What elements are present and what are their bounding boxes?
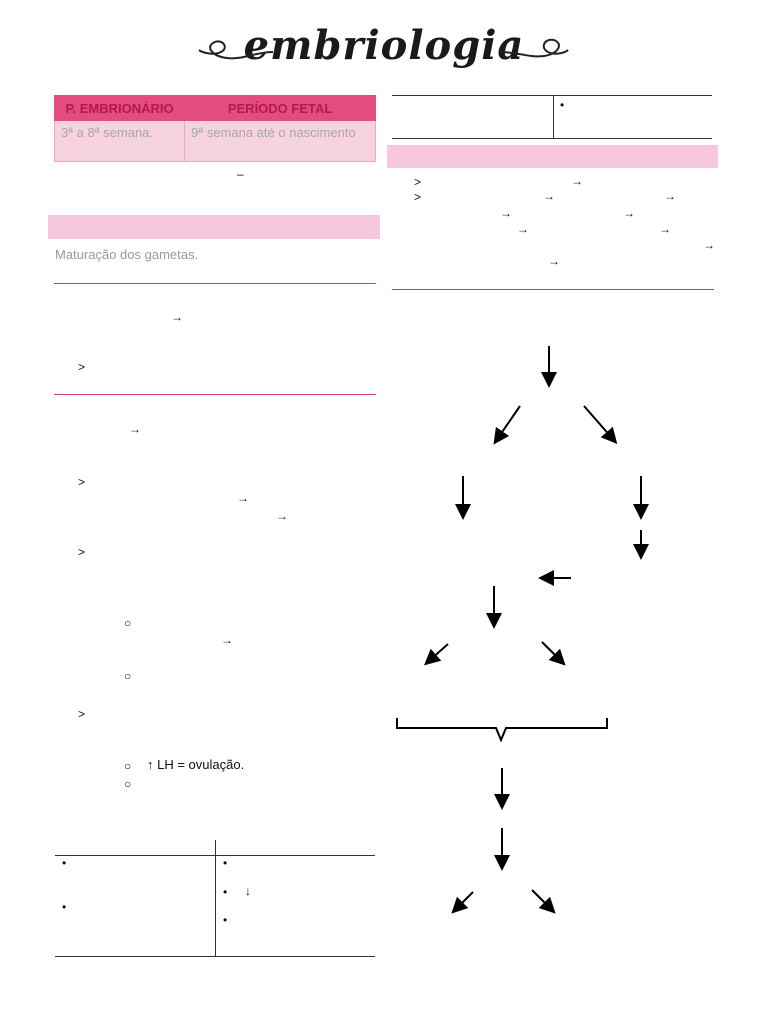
right-table-bottom-line	[392, 138, 712, 139]
bullet-icon: •	[560, 98, 565, 112]
down-arrow-icon: ↓	[245, 884, 251, 898]
section-header-bar	[48, 215, 380, 239]
chevron-icon: >	[78, 545, 86, 559]
chevron-icon: >	[414, 190, 422, 204]
arrow-right-icon: →	[659, 222, 671, 236]
arrow-right-icon: →	[623, 206, 635, 220]
bullet-icon: •	[62, 856, 67, 870]
chevron-icon: >	[78, 707, 86, 721]
arrow-right-icon: →	[543, 189, 555, 203]
fetal-cell: 9ª semana até o nascimento	[185, 121, 376, 162]
arrow-right-icon: →	[221, 633, 233, 647]
bullet-icon: •	[223, 885, 228, 899]
arrow-right-icon: →	[517, 222, 529, 236]
arrow-right-icon: →	[276, 509, 288, 523]
arrow-right-icon: →	[171, 310, 183, 324]
arrow-right-icon: →	[571, 174, 583, 188]
circle-bullet-icon: ○	[124, 616, 132, 630]
right-swirl-ornament	[498, 30, 570, 70]
circle-bullet-icon: ○	[124, 777, 132, 791]
bullet-icon: •	[62, 900, 67, 914]
left-swirl-ornament	[195, 30, 275, 70]
right-table-divider	[553, 95, 554, 138]
page-title: embriologia	[243, 22, 525, 69]
arrow-right-icon: →	[500, 206, 512, 220]
bullet-icon: •	[223, 913, 228, 927]
header-fetal: PERÍODO FETAL	[185, 96, 376, 121]
right-divider	[392, 289, 714, 290]
arrow-right-icon: →	[703, 238, 715, 252]
circle-bullet-icon: ○	[124, 669, 132, 683]
right-table-top-line	[392, 95, 712, 96]
header-embryonic: P. EMBRIONÁRIO	[55, 96, 185, 121]
table-column-divider	[215, 840, 216, 956]
arrow-right-icon: →	[664, 189, 676, 203]
chevron-icon: >	[414, 175, 422, 189]
arrow-right-icon: →	[129, 422, 141, 436]
dash-mark: –	[237, 167, 244, 181]
gametogenesis-text: Maturação dos gametas.	[55, 247, 199, 262]
ovulation-text: ↑ LH = ovulação.	[147, 757, 245, 772]
flowchart-arrows	[388, 330, 718, 930]
right-section-header-bar	[387, 145, 718, 168]
table-bottom-line	[55, 956, 375, 957]
arrow-right-icon: →	[237, 491, 249, 505]
chevron-icon: >	[78, 360, 86, 374]
arrow-right-icon: →	[548, 254, 560, 268]
period-table	[54, 95, 376, 162]
divider	[54, 394, 376, 395]
embryonic-cell: 3ª a 8ª semana.	[55, 121, 185, 162]
bullet-icon: •	[223, 856, 228, 870]
divider	[54, 283, 376, 284]
chevron-icon: >	[78, 475, 86, 489]
circle-bullet-icon: ○	[124, 759, 132, 773]
